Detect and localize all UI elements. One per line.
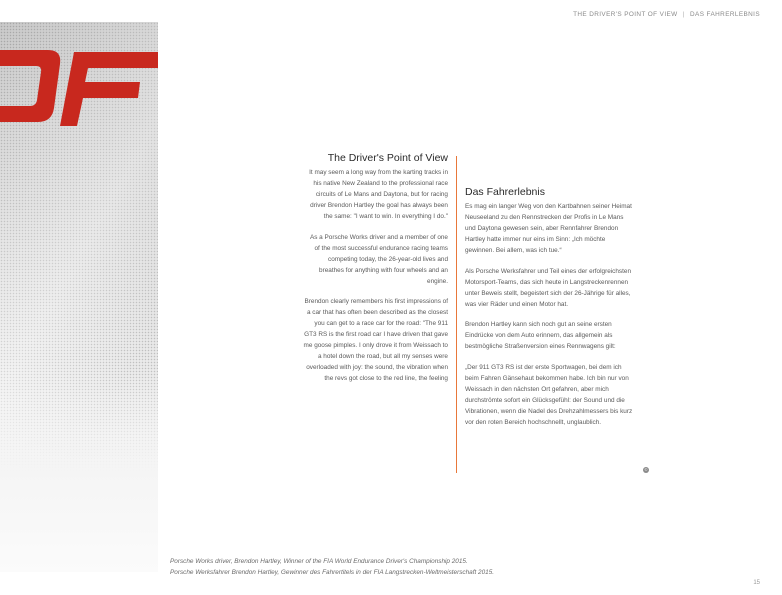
running-head-german: DAS FAHRERLEBNIS [690, 11, 760, 18]
hero-photo [0, 22, 158, 572]
copyright-circle-icon: © [644, 467, 648, 472]
photo-floor [0, 372, 158, 572]
german-paragraph-2: Als Porsche Werksfahrer und Teil eines der erfolgreichsten Motorsport-Teams, das sich heute in Langstreckenrennen unter Beweis stellt, begeistert sich der 26-Jährige für alles, was vier Räder und einen Motor hat. [465, 267, 631, 308]
german-paragraph-3: Brendon Hartley kann sich noch gut an seine ersten Eindrücke von dem Auto erinnern, das allgemein als bestmögliche Straßenversion eines Rennwagens gilt: [465, 321, 616, 350]
page-number: 15 [753, 580, 760, 586]
column-divider [456, 156, 457, 473]
caption-german: Porsche Werksfahrer Brendon Hartley, Gewinner des Fahrertitels in der FIA Langstrecken-Weltmeisterschaft 2015. [170, 569, 495, 576]
english-title: The Driver's Point of View [327, 152, 448, 164]
photo-caption [170, 556, 494, 578]
running-head-separator: | [682, 11, 685, 18]
english-paragraph-1: It may seem a long way from the karting tracks in his native New Zealand to the professional race circuits of Le Mans and Daytona, but for racing driver Brendon Hartley the goal has always been the same: "I want to win. In everything I do." [309, 169, 448, 220]
caption-english: Porsche Works driver, Brendon Hartley, Winner of the FIA World Endurance Driver's Championship 2015. [170, 558, 468, 565]
english-paragraph-3: Brendon clearly remembers his first impressions of a car that has often been described as the closest you can get to a race car for the road: "The 911 GT3 RS is the first road car I have driven that gave me goose pimples. I only drove it from Weissach to a hotel down the road, but all my senses were overloaded with joy: the sound, the vibration when the revs got close to the red line, the feeling [303, 298, 448, 382]
red-letter-o [0, 50, 60, 122]
german-paragraph-1: Es mag ein langer Weg von den Kartbahnen seiner Heimat Neuseeland zu den Rennstrecken der Profis in Le Mans und Daytona gewesen sein, aber Rennfahrer Brendon Hartley hatte immer nur eins im Sinn: „Ich möchte gewinnen. Bei allem, was ich tue.“ [465, 203, 632, 254]
running-head [573, 11, 760, 18]
english-paragraph-2: As a Porsche Works driver and a member of one of the most successful endurance racing teams competing today, the 26-year-old lives and breathes for anything with four wheels and an engine. [309, 233, 448, 285]
red-letter-f [60, 52, 158, 126]
german-title: Das Fahrerlebnis [465, 186, 545, 198]
german-column [465, 186, 633, 437]
running-head-english: THE DRIVER'S POINT OF VIEW [573, 11, 678, 18]
german-paragraph-4: „Der 911 GT3 RS ist der erste Sportwagen, bei dem ich beim Fahren Gänsehaut bekommen habe. Ich bin nur von Weissach in den nächsten Ort gefahren, aber mich durchströmte sofort ein Glücksgefühl: der Sound und die Vibrationen, wenn die Nadel des Drehzahlmessers bis kurz vor den roten Bereich hochschnellt, unglaublich. [465, 363, 633, 426]
red-lettering-graphic [0, 22, 158, 142]
english-column [303, 152, 448, 394]
